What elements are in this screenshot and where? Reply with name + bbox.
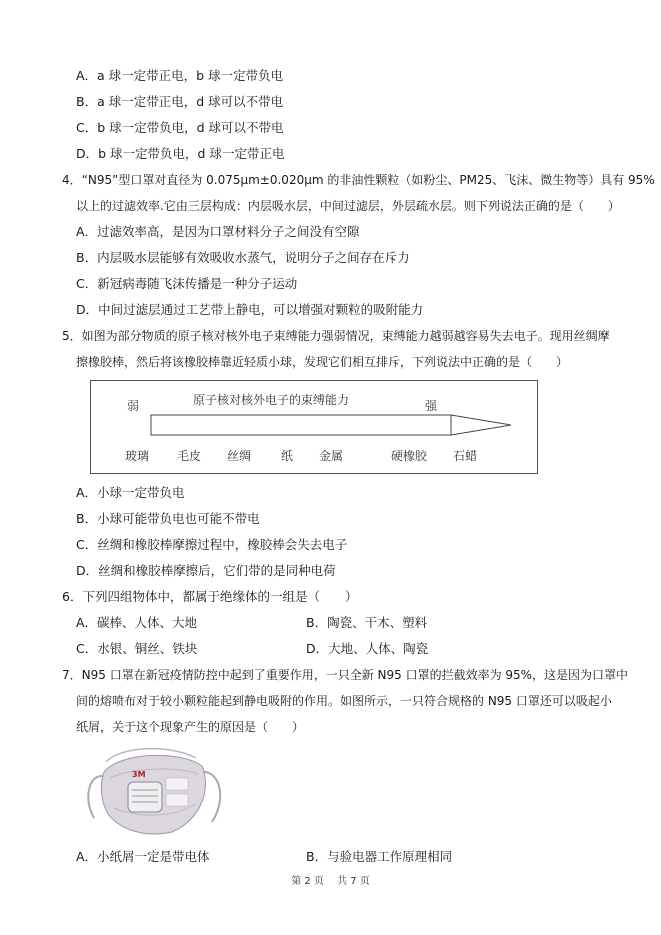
material-paraffin: 石蜡 bbox=[453, 449, 478, 463]
q5-option-c: C．丝绸和橡胶棒摩擦过程中，橡胶棒会失去电子 bbox=[76, 537, 348, 552]
q7-option-b: B．与验电器工作原理相同 bbox=[306, 849, 453, 864]
q4-stem-line2: 以上的过滤效率.它由三层构成：内层吸水层，中间过滤层，外层疏水层。则下列说法正确的是（ ） bbox=[76, 199, 620, 213]
q6-stem: 6．下列四组物体中，都属于绝缘体的一组是（ ） bbox=[62, 589, 358, 604]
q4-option-a: A．过滤效率高，是因为口罩材料分子之间没有空隙 bbox=[76, 224, 360, 239]
material-fur: 毛皮 bbox=[177, 449, 202, 463]
q7-stem-line1: 7．N95 口罩在新冠疫情防控中起到了重要作用，一只全新 N95 口罩的拦截效率为 95%，这是因为口罩中 bbox=[62, 668, 629, 682]
material-metal: 金属 bbox=[319, 449, 344, 463]
diagram-weak-label: 弱 bbox=[127, 399, 140, 413]
q7-stem-line3: 纸屑，关于这个现象产生的原因是（ ） bbox=[76, 720, 305, 734]
material-silk: 丝绸 bbox=[227, 449, 252, 463]
q4-stem-line1: 4．“N95”型口罩对直径为 0.075μm±0.020μm 的非油性颗粒（如粉尘、PM25、飞沫、微生物等）具有 95% bbox=[62, 173, 655, 187]
q6-option-b: B．陶瓷、干木、塑料 bbox=[306, 615, 428, 630]
q6-option-a: A．碳棒、人体、大地 bbox=[76, 615, 198, 630]
q4-option-d: D．中间过滤层通过工艺带上静电，可以增强对颗粒的吸附能力 bbox=[76, 302, 424, 317]
q5-stem-line1: 5．如图为部分物质的原子核对核外电子束缚能力强弱情况，束缚能力越弱越容易失去电子。现用丝绸摩 bbox=[62, 329, 610, 343]
material-glass: 玻璃 bbox=[125, 449, 150, 463]
material-hard-rubber: 硬橡胶 bbox=[391, 449, 428, 463]
diagram-strong-label: 强 bbox=[425, 399, 438, 413]
diagram-title: 原子核对核外电子的束缚能力 bbox=[193, 393, 350, 407]
q7-option-a: A．小纸屑一定是带电体 bbox=[76, 849, 210, 864]
q3-option-b: B．a 球一定带正电，d 球可以不带电 bbox=[76, 94, 284, 109]
q4-option-c: C．新冠病毒随飞沫传播是一种分子运动 bbox=[76, 276, 298, 291]
binding-ability-diagram bbox=[90, 380, 538, 474]
q3-option-c: C．b 球一定带负电，d 球可以不带电 bbox=[76, 120, 284, 135]
n95-mask-icon bbox=[80, 738, 228, 840]
q3-option-d: D．b 球一定带负电，d 球一定带正电 bbox=[76, 146, 285, 161]
q5-stem-line2: 擦橡胶棒，然后将该橡胶棒靠近轻质小球，发现它们相互排斥，下列说法中正确的是（ ） bbox=[76, 355, 569, 369]
material-paper: 纸 bbox=[281, 449, 294, 463]
q4-option-b: B．内层吸水层能够有效吸收水蒸气，说明分子之间存在斥力 bbox=[76, 250, 410, 265]
q6-option-c: C．水银、铜丝、铁块 bbox=[76, 641, 198, 656]
q6-option-d: D．大地、人体、陶瓷 bbox=[306, 641, 429, 656]
binding-arrow-shape bbox=[151, 415, 511, 435]
q5-option-d: D．丝绸和橡胶棒摩擦后，它们带的是同种电荷 bbox=[76, 563, 336, 578]
n95-mask-image bbox=[80, 738, 228, 840]
q3-option-a: A．a 球一定带正电，b 球一定带负电 bbox=[76, 68, 284, 83]
page-footer: 第 2 页 共 7 页 bbox=[291, 876, 370, 887]
q5-option-b: B．小球可能带负电也可能不带电 bbox=[76, 511, 260, 526]
q5-option-a: A．小球一定带负电 bbox=[76, 485, 185, 500]
mask-brand-label: 3M bbox=[132, 770, 146, 779]
q7-stem-line2: 间的熔喷布对于较小颗粒能起到静电吸附的作用。如图所示，一只符合规格的 N95 口罩还可以吸起小 bbox=[76, 694, 612, 708]
